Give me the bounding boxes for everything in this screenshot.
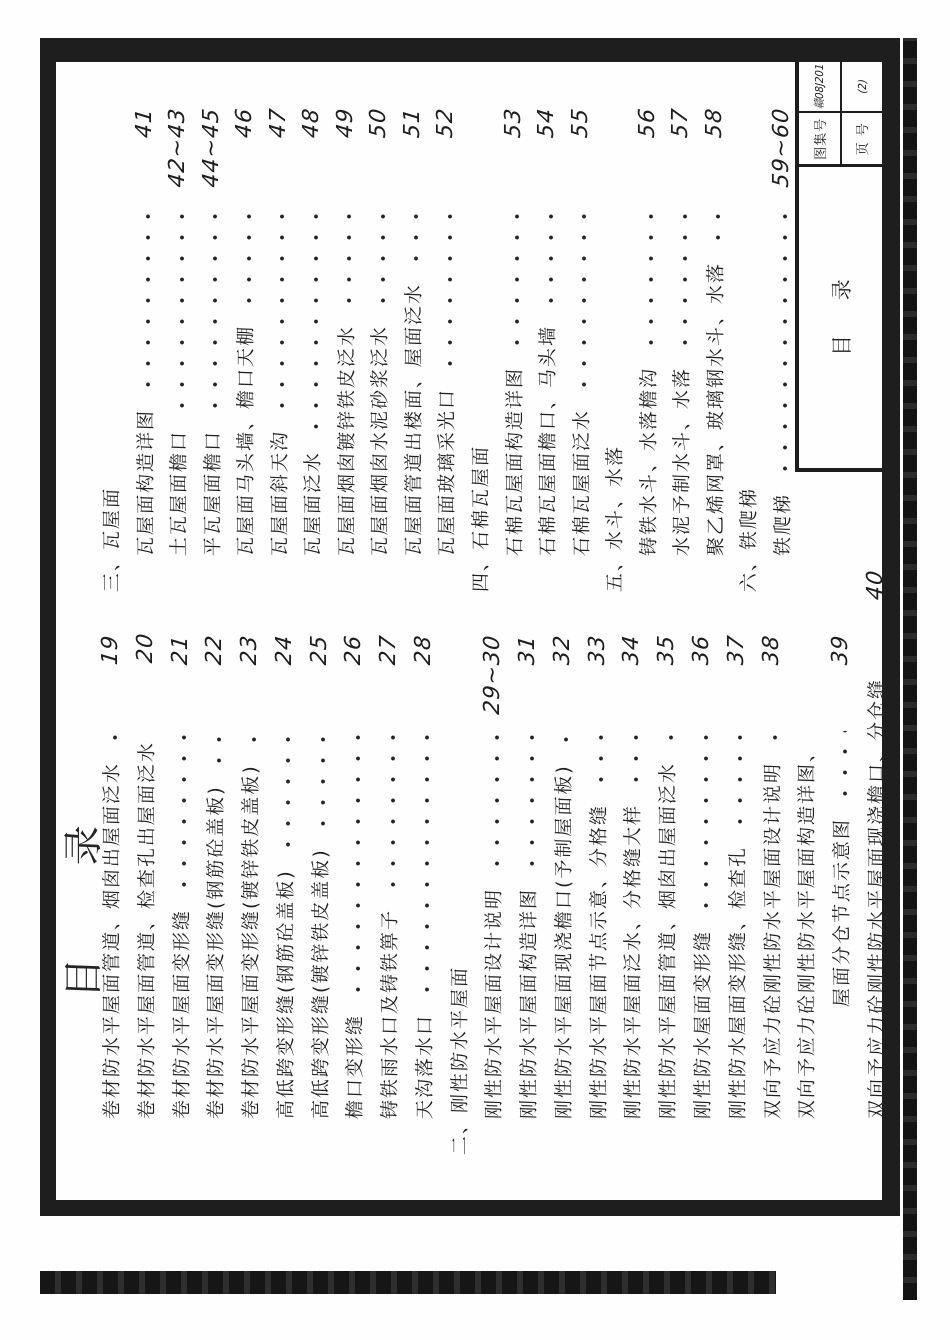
dot-leader [514, 204, 520, 355]
toc-page-number: 52 [433, 106, 459, 140]
toc-page-number: 49 [332, 106, 358, 140]
dot-leader [413, 204, 419, 271]
toc-page-number: 48 [299, 106, 325, 140]
toc-entry-row [374, 635, 403, 1155]
toc-entry-row [166, 635, 195, 1155]
dot-leader [313, 204, 319, 439]
toc-page-number: 34 [619, 633, 645, 667]
toc-entry-text: 石棉瓦屋面泛水 [570, 408, 593, 557]
dot-leader [494, 731, 500, 876]
toc-section-row [599, 108, 628, 592]
title-block-grid [799, 62, 882, 164]
toc-entry-row [270, 635, 299, 1155]
dot-leader [648, 204, 654, 355]
dot-leader [668, 731, 674, 750]
toc-page-number: 20 [132, 631, 158, 665]
toc-entry-row [633, 108, 662, 592]
toc-entry-text: 瓦屋面玻璃采光口 [436, 387, 459, 557]
scan-edge-bottom [903, 38, 917, 1300]
toc-entry-text: 瓦屋面斜天沟 [268, 429, 291, 557]
toc-section-title: 六、铁爬梯 [738, 486, 761, 593]
toc-entry-row [431, 108, 460, 592]
toc-entry-text: 瓦屋面马头墙、檐口天棚 [235, 324, 258, 557]
dot-leader [212, 204, 218, 418]
toc-entry-row [767, 108, 796, 592]
dot-leader [581, 204, 587, 397]
dot-leader [251, 731, 257, 752]
toc-entry-row [331, 108, 360, 592]
toc-entry-text: 高低跨变形缝(钢筋砼盖板) [274, 868, 297, 1120]
toc-entry-text: 瓦屋面构造详图 [134, 408, 157, 557]
toc-entry-text: 刚性防水平屋面泛水、分格缝大样 [622, 803, 645, 1120]
dot-leader [703, 731, 709, 918]
toc-entry-text: 卷材防水平屋面变形缝(镀锌铁皮盖板) [240, 763, 263, 1120]
title-block [795, 62, 882, 472]
dot-leader [548, 204, 554, 313]
toc-entry-row [499, 108, 528, 592]
toc-entry-text: 铸铁水斗、水落檐沟 [637, 366, 660, 557]
page-number-row [842, 62, 883, 164]
dot-leader [179, 204, 185, 418]
toc-entry-text: 双向予应力砼刚性防水平屋面构造详图、 [796, 740, 819, 1120]
toc-entry-text: 瓦屋面泛水 [302, 450, 325, 557]
toc-entry-row [339, 635, 368, 1155]
dot-leader [598, 731, 604, 792]
toc-entry-row [197, 108, 226, 592]
toc-page-number: 56 [634, 106, 660, 140]
toc-entry-row [826, 635, 855, 1155]
toc-entry-text: 屋面分仓节点示意图 [831, 817, 854, 1008]
toc-entry-row [532, 108, 561, 592]
toc-entry-text: 天沟落水口 [413, 1013, 436, 1120]
toc-page-number: 22 [202, 633, 228, 667]
toc-page-number: 29~30 [480, 633, 506, 716]
dot-leader [355, 731, 361, 1002]
scan-edge-left [40, 1271, 776, 1294]
dot-leader [563, 731, 569, 752]
toc-page-number: 41 [131, 106, 157, 140]
toc-entry-row [700, 108, 729, 592]
toc-entry-row [566, 108, 595, 592]
toc-entry-row [163, 108, 192, 592]
toc-entry-text: 卷材防水平屋面变形缝 [170, 908, 193, 1120]
dot-leader [633, 731, 639, 792]
toc-entry-text: 双向予应力砼刚性防水平屋面设计说明 [761, 761, 784, 1120]
toc-entry-row [791, 635, 820, 1155]
dot-leader [390, 731, 396, 897]
toc-page-number: 58 [701, 106, 727, 140]
toc-entry-row [200, 635, 229, 1155]
toc-page-number: 25 [306, 633, 332, 667]
toc-entry-row [409, 635, 438, 1155]
dot-leader [246, 204, 252, 313]
toc-section-row [733, 108, 762, 592]
toc-entry-row [617, 635, 646, 1155]
toc-page-number: 42~43 [165, 106, 191, 189]
toc-entry-text: 水泥予制水斗、水落 [671, 366, 694, 557]
toc-entry-row [861, 568, 890, 1155]
toc-entry-text: 铸铁雨水口及铸铁箅子 [379, 908, 402, 1120]
page-number-value: (2) [855, 79, 869, 95]
toc-entry-text: 刚性防水平屋面节点示意、分格缝 [587, 803, 610, 1120]
toc-page-number: 53 [500, 106, 526, 140]
toc-entry-row [513, 635, 542, 1155]
toc-column-right [96, 108, 796, 592]
toc-section-row [96, 108, 125, 592]
dot-leader [285, 731, 291, 857]
toc-entry-text: 卷材防水平屋面变形缝(钢筋砼盖板) [205, 784, 228, 1120]
toc-entry-row [583, 635, 612, 1155]
toc-section-title: 五、水斗、水落 [604, 444, 627, 593]
toc-entry-text: 聚乙烯网罩、玻璃钢水斗、水落 [704, 261, 727, 557]
page-number-label: 页 号 [842, 111, 883, 164]
dot-leader [216, 731, 222, 773]
toc-entry-row [131, 631, 160, 1155]
toc-entry-text: 卷材防水平屋面管道、烟囱出屋面泛水 [101, 761, 123, 1120]
toc-page-number: 21 [167, 633, 193, 667]
toc-page-number: 28 [410, 633, 436, 667]
toc-entry-row [652, 635, 681, 1155]
dot-leader [682, 204, 688, 355]
toc-entry-row [757, 635, 786, 1155]
title-block-toc-cell: 目 录 [799, 164, 882, 468]
toc-entry-text: 瓦屋面管道出楼面、屋面泛水 [402, 282, 425, 557]
toc-page-number: 50 [366, 106, 392, 140]
toc-page-number: 39 [828, 633, 854, 667]
toc-entry-text: 土瓦屋面檐口 [168, 429, 191, 557]
toc-entry-text: 石棉瓦屋面檐口、马头墙 [537, 324, 560, 557]
toc-entry-text: 高低跨变形缝(镀锌铁皮盖板) [309, 847, 332, 1120]
toc-entry-row [364, 108, 393, 592]
toc-page-number: 32 [549, 633, 575, 667]
dot-leader [842, 731, 848, 806]
dot-leader [529, 731, 535, 876]
toc-entry-text: 刚性防水平屋面设计说明 [483, 887, 506, 1120]
toc-entry-row [722, 635, 751, 1155]
toc-entry-row [96, 635, 125, 1155]
toc-entry-row [235, 635, 264, 1155]
dot-leader [320, 731, 326, 836]
atlas-number-label: 图集号 [799, 111, 840, 164]
toc-page-number: 19 [98, 633, 123, 667]
dot-leader [279, 204, 285, 418]
toc-entry-text: 平瓦屋面檐口 [201, 429, 224, 557]
toc-entry-text: 刚性防水平屋面现浇檐口(予制屋面板) [552, 763, 575, 1120]
dot-leader [145, 204, 151, 397]
toc-page-number: 57 [668, 106, 694, 140]
page-title: 目 录 [61, 784, 107, 999]
toc-page-number: 46 [232, 106, 258, 140]
atlas-number-row [799, 62, 842, 164]
toc-page-number: 54 [534, 106, 560, 140]
toc-entry-text: 瓦屋面烟囱水泥砂浆泛水 [369, 324, 392, 557]
dot-leader [737, 731, 743, 834]
dot-leader [782, 204, 788, 481]
dot-leader [346, 204, 352, 313]
toc-page-number: 24 [271, 633, 297, 667]
toc-page-number: 44~45 [198, 106, 224, 189]
toc-page-number: 35 [654, 633, 680, 667]
toc-entry-text: 刚性防水屋面变形缝 [692, 929, 715, 1120]
toc-entry-text: 双向予应力砼刚性防水平屋面现浇檐口、分仓缝 [865, 677, 888, 1120]
toc-entry-row [264, 108, 293, 592]
toc-entry-row [398, 108, 427, 592]
toc-entry-text: 刚性防水平屋面构造详图 [518, 887, 541, 1120]
toc-entry-row [548, 635, 577, 1155]
toc-page-number: 33 [584, 633, 610, 667]
atlas-number-value: 赣08J201 [813, 63, 827, 110]
toc-section-title: 三、瓦屋面 [101, 486, 123, 593]
toc-entry-row [130, 108, 159, 592]
dot-leader [424, 731, 430, 1002]
toc-section-row [465, 108, 494, 592]
toc-page-number: 59~60 [768, 106, 794, 189]
toc-page-number: 37 [723, 633, 749, 667]
toc-entry-text: 卷材防水平屋面管道、检查孔出屋面泛水 [135, 740, 158, 1120]
toc-entry-row [666, 108, 695, 592]
toc-page-number: 23 [237, 633, 263, 667]
toc-column-left [96, 568, 890, 1156]
toc-entry-text: 瓦屋面烟囱镀锌铁皮泛水 [335, 324, 358, 557]
dot-leader [447, 204, 453, 376]
toc-page-number: 55 [567, 106, 593, 140]
toc-page-number: 36 [689, 633, 715, 667]
toc-section-row [444, 635, 473, 1155]
toc-page-number: 38 [758, 633, 784, 667]
toc-page-number: 51 [399, 106, 425, 140]
toc-entry-text: 刚性防水屋面变形缝、检查孔 [726, 845, 749, 1120]
toc-section-title: 二、刚性防水平屋面 [448, 965, 471, 1156]
dot-leader [181, 731, 187, 897]
toc-entry-row [478, 635, 507, 1155]
toc-page-number: 40 [862, 568, 888, 602]
toc-page-number: 26 [341, 633, 367, 667]
dot-leader [380, 204, 386, 313]
toc-page-number: 47 [265, 106, 291, 140]
toc-entry-row [687, 635, 716, 1155]
toc-entry-text: 石棉瓦屋面构造详图 [503, 366, 526, 557]
toc-entry-text: 刚性防水平屋面管道、烟囱出屋面泛水 [657, 761, 680, 1120]
dot-leader [112, 731, 118, 750]
toc-entry-text: 檐口变形缝 [344, 1013, 367, 1120]
toc-entry-row [297, 108, 326, 592]
toc-page-number: 31 [515, 633, 541, 667]
dot-leader [715, 204, 721, 250]
toc-entry-row [230, 108, 259, 592]
toc-page-number: 27 [376, 633, 402, 667]
toc-section-title: 四、石棉瓦屋面 [470, 444, 493, 593]
toc-entry-text: 铁爬梯 [771, 492, 794, 557]
dot-leader [772, 731, 778, 750]
toc-entry-row [305, 635, 334, 1155]
